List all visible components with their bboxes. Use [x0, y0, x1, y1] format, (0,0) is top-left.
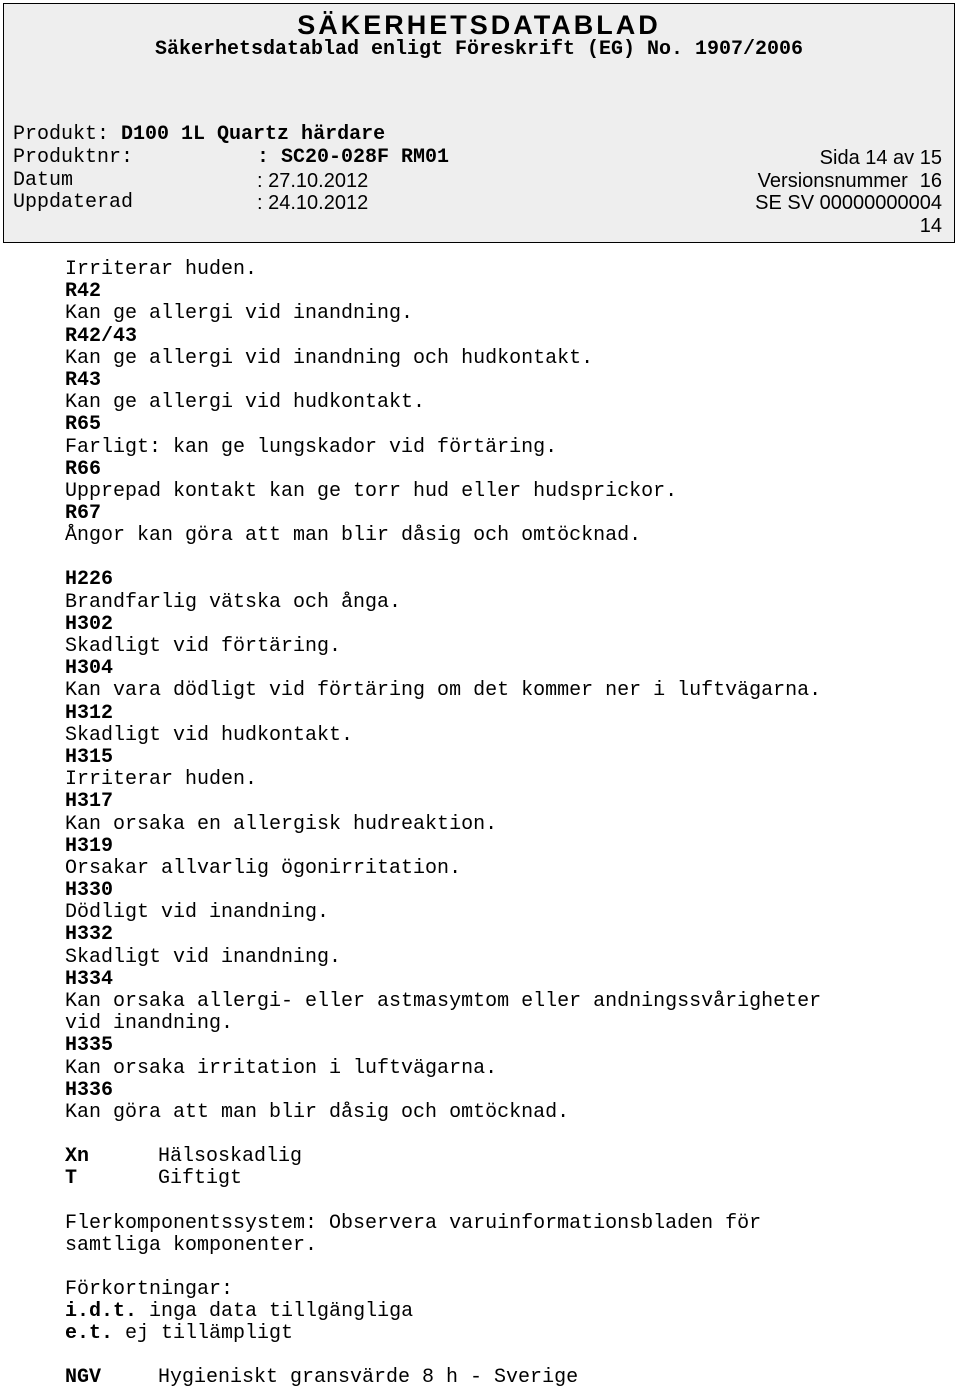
ngv-code: NGV — [65, 1366, 102, 1390]
abbreviations-list — [65, 1301, 821, 1345]
h-phrase-code: H312 — [65, 701, 114, 725]
doc-code: SE SV 00000000004 — [755, 192, 942, 214]
h-phrase-code: H334 — [65, 967, 114, 991]
product-no: : SC20-028F RM01 — [257, 146, 450, 169]
hazard-symbol-row — [65, 1168, 821, 1190]
r-phrase-text: Kan ge allergi vid inandning och hudkontakt. — [65, 346, 594, 370]
h-phrase-text: Dödligt vid inandning. — [65, 901, 330, 925]
hazard-symbol-text: Hälsoskadlig — [158, 1145, 303, 1169]
ngv-text: Hygieniskt gransvärde 8 h - Sverige — [158, 1366, 579, 1390]
h-phrase-code: H315 — [65, 745, 114, 769]
r-phrase-code: R42 — [65, 280, 102, 304]
version-info — [758, 170, 942, 194]
abbreviation-text: inga data tillgängliga — [149, 1300, 414, 1324]
r-phrase-code: R65 — [65, 413, 102, 437]
hazard-symbol-row — [65, 1146, 821, 1168]
r-phrase-text: Upprepad kontakt kan ge torr hud eller hudsprickor. — [65, 479, 678, 503]
h-phrase-code: H319 — [65, 834, 114, 858]
h-phrase-text: Kan orsaka irritation i luftvägarna. — [65, 1056, 498, 1080]
h-phrase-text: Kan vara dödligt vid förtäring om det kommer ner i luftvägarna. — [65, 679, 822, 703]
h-phrase-text: Kan orsaka allergi- eller astmasymtom eller andningssvårigheter — [65, 990, 822, 1013]
h-phrase-text: Irriterar huden. — [65, 768, 258, 792]
r-phrase-text: Irriterar huden. — [65, 258, 258, 281]
h-phrase-text: Brandfarlig vätska och ånga. — [65, 590, 402, 614]
updated-value: : 24.10.2012 — [257, 192, 369, 214]
multicomponent-line-1: Flerkomponentssystem: Observera varuinformationsbladen för — [65, 1211, 762, 1235]
r-phrase-text: Farligt: kan ge lungskador vid förtäring. — [65, 435, 558, 459]
h-phrase-code: H335 — [65, 1034, 114, 1058]
date-label: Datum — [13, 169, 74, 192]
product-row — [13, 124, 385, 146]
document-title: SÄKERHETSDATABLAD — [297, 10, 661, 40]
r-phrases-list — [65, 259, 821, 547]
r-phrase-code: R67 — [65, 502, 102, 526]
date-value: : 27.10.2012 — [257, 170, 369, 192]
h-phrase-text: Orsakar allvarlig ögonirritation. — [65, 856, 462, 880]
abbreviation-row — [65, 1323, 821, 1345]
product-label: Produkt: — [13, 123, 110, 146]
h-phrases-list — [65, 569, 821, 1124]
h-phrase-code: H302 — [65, 612, 114, 636]
h-phrase-code: H226 — [65, 568, 114, 592]
document-header — [3, 3, 955, 243]
h-phrase-text: Kan göra att man blir dåsig och omtöcknad. — [65, 1100, 570, 1124]
r-phrase-code: R66 — [65, 457, 102, 481]
hazard-symbols-list — [65, 1146, 821, 1190]
r-phrase-text: Kan ge allergi vid hudkontakt. — [65, 391, 426, 415]
ngv-row — [65, 1367, 821, 1389]
page-info: Sida 14 av 15 — [819, 147, 942, 169]
multicomponent-line-2: samtliga komponenter. — [65, 1233, 318, 1257]
abbreviations-heading: Förkortningar: — [65, 1277, 234, 1301]
h-phrase-code: H317 — [65, 790, 114, 814]
abbreviation-text: ej tillämpligt — [125, 1322, 294, 1346]
hazard-symbol-code: T — [65, 1167, 78, 1191]
document-body — [65, 259, 821, 1390]
h-phrase-text: Kan orsaka en allergisk hudreaktion. — [65, 812, 498, 836]
h-phrase-code: H332 — [65, 923, 114, 947]
r-phrase-text: Kan ge allergi vid inandning. — [65, 302, 414, 326]
h-phrase-code: H330 — [65, 879, 114, 903]
hazard-symbol-text: Giftigt — [158, 1167, 243, 1191]
abbreviation-code: e.t. — [65, 1322, 114, 1346]
product-no-label: Produktnr: — [13, 146, 134, 169]
updated-label: Uppdaterad — [13, 191, 134, 214]
h-phrase-code: H336 — [65, 1078, 114, 1102]
product-name: D100 1L Quartz härdare — [121, 123, 386, 146]
h-phrase-text: Skadligt vid hudkontakt. — [65, 723, 354, 747]
r-phrase-code: R43 — [65, 368, 102, 392]
version-number: 16 — [919, 170, 942, 192]
r-phrase-text: Ångor kan göra att man blir dåsig och omtöcknad. — [65, 524, 642, 548]
r-phrase-code: R42/43 — [65, 324, 138, 348]
abbreviation-row — [65, 1301, 821, 1323]
h-phrase-text: Skadligt vid inandning. — [65, 945, 342, 969]
doc-code-suffix: 14 — [919, 215, 942, 237]
hazard-symbol-code: Xn — [65, 1145, 90, 1169]
abbreviation-code: i.d.t. — [65, 1300, 138, 1324]
document-subtitle: Säkerhetsdatablad enligt Föreskrift (EG) No. 1907/2006 — [154, 38, 804, 61]
h-phrase-code: H304 — [65, 657, 114, 681]
h-phrase-text-cont: vid inandning. — [65, 1012, 234, 1036]
version-label: Versionsnummer — [757, 170, 908, 192]
h-phrase-text: Skadligt vid förtäring. — [65, 635, 342, 658]
